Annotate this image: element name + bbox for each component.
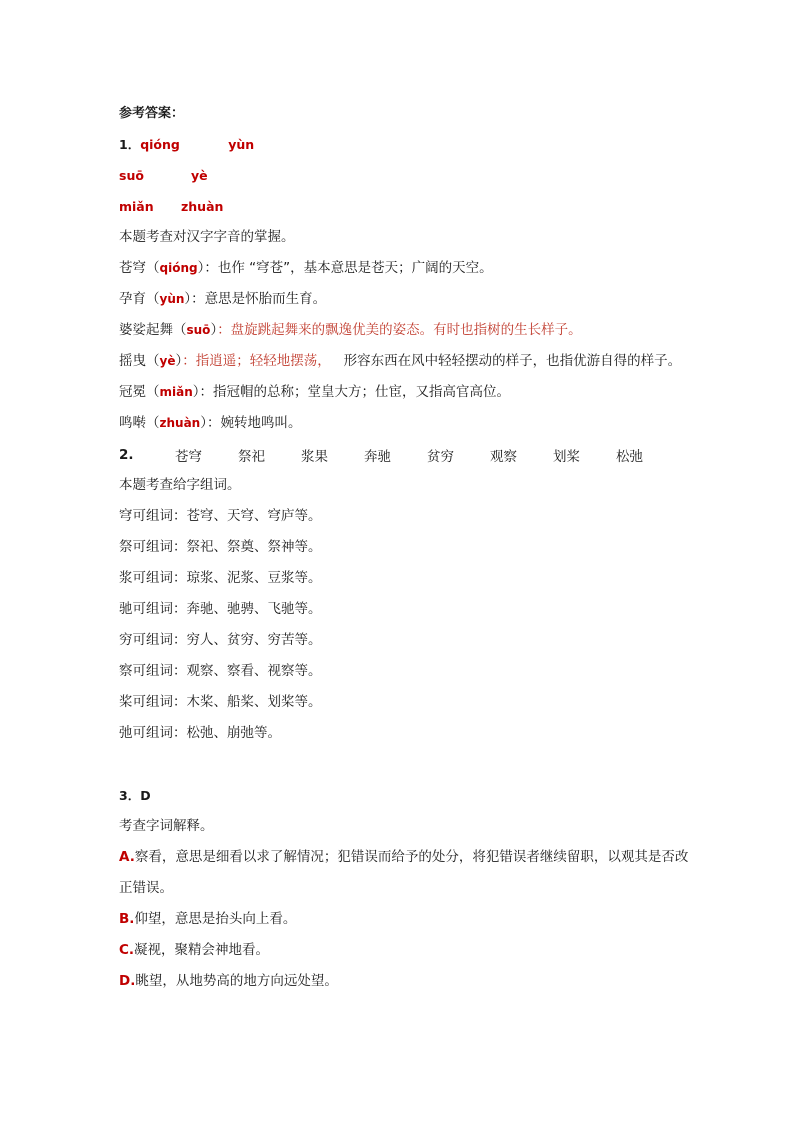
q2-line: 穹可组词：苍穹、天穹、穹庐等。 xyxy=(119,508,322,524)
q1-pinyin-row-3 xyxy=(119,191,689,222)
q2-line: 察可组词：观察、察看、视察等。 xyxy=(119,663,322,679)
pinyin: qióng xyxy=(140,137,180,152)
note-pinyin: miǎn xyxy=(159,385,193,399)
q2-line: 桨可组词：木桨、船桨、划桨等。 xyxy=(119,694,322,710)
q1-pinyin-row-1 xyxy=(119,129,689,160)
q1-note: 婆娑起舞（suō）：盘旋跳起舞来的飘逸优美的姿态。有时也指树的生长样子。 xyxy=(119,322,582,338)
answer-word: 奔驰 xyxy=(364,448,391,465)
answer-heading: 参考答案： xyxy=(119,106,185,121)
option-text: 眺望，从地势高的地方向远处望。 xyxy=(135,973,338,989)
note-word: 苍穹 xyxy=(119,260,146,276)
answer-word: 浆果 xyxy=(301,448,328,465)
pinyin: yè xyxy=(191,168,208,183)
answer-document xyxy=(119,98,689,997)
q3-option-d xyxy=(119,966,689,997)
q1-note: 鸣啭（zhuàn）：婉转地鸣叫。 xyxy=(119,415,302,431)
option-text: 察看，意思是细看以求了解情况；犯错误而给予的处分，将犯错误者继续留职，以观其是否改正错误。 xyxy=(119,849,689,896)
q3-intro: 考查字词解释。 xyxy=(119,818,214,834)
option-label: B. xyxy=(119,911,135,927)
q1-note: 苍穹（qióng）：也作 “穹苍”，基本意思是苍天；广阔的天空。 xyxy=(119,260,493,276)
q1-note: 摇曳（yè）：指逍遥；轻轻地摆荡， 形容东西在风中轻轻摆动的样子，也指优游自得的样子。 xyxy=(119,353,682,369)
note-text: ：指逍遥；轻轻地摆荡， xyxy=(182,353,331,369)
answer-word: 松弛 xyxy=(616,448,643,465)
pinyin: zhuàn xyxy=(181,199,224,214)
blank-line xyxy=(119,749,689,780)
note-word: 摇曳 xyxy=(119,353,146,369)
q2-number: 2. xyxy=(119,446,134,463)
q1-note: 孕育（yùn）：意思是怀胎而生育。 xyxy=(119,291,327,307)
q2-line: 驰可组词：奔驰、驰骋、飞驰等。 xyxy=(119,601,322,617)
q1-intro: 本题考查对汉字字音的掌握。 xyxy=(119,229,295,245)
q3-option-c xyxy=(119,935,689,966)
option-label: C. xyxy=(119,942,135,958)
option-label: D. xyxy=(119,973,136,989)
note-text: 形容东西在风中轻轻摆动的样子，也指优游自得的样子。 xyxy=(343,353,682,369)
pinyin: miǎn xyxy=(119,199,154,214)
note-text: ：意思是怀胎而生育。 xyxy=(191,291,327,307)
answer-word: 贫穷 xyxy=(427,448,454,465)
q1-pinyin-row-2 xyxy=(119,160,689,191)
note-text: ：婉转地鸣叫。 xyxy=(206,415,302,431)
note-word: 冠冕 xyxy=(119,384,146,400)
q3-option-a xyxy=(119,842,689,904)
q2-line: 弛可组词：松弛、崩弛等。 xyxy=(119,725,281,741)
q1-number: 1． xyxy=(119,137,141,152)
note-pinyin: suō xyxy=(186,323,211,337)
q1-note: 冠冕（miǎn）：指冠帽的总称；堂皇大方；仕宦，又指高官高位。 xyxy=(119,384,511,400)
option-text: 凝视，聚精会神地看。 xyxy=(134,942,270,958)
q2-intro: 本题考查给字组词。 xyxy=(119,477,241,493)
answer-word: 苍穹 xyxy=(175,448,202,465)
q2-line: 浆可组词：琼浆、泥浆、豆浆等。 xyxy=(119,570,322,586)
pinyin: yùn xyxy=(228,137,255,152)
answer-word: 观察 xyxy=(490,448,517,465)
pinyin: suō xyxy=(119,168,144,183)
note-pinyin: yè xyxy=(159,354,176,368)
answer-word: 祭祀 xyxy=(238,448,265,465)
q2-answer-row xyxy=(119,439,689,470)
note-pinyin: qióng xyxy=(159,261,198,275)
q3-option-b xyxy=(119,904,689,935)
note-text: ：也作 “穹苍”，基本意思是苍天；广阔的天空。 xyxy=(204,260,493,276)
note-text: ：指冠帽的总称；堂皇大方；仕宦，又指高官高位。 xyxy=(199,384,511,400)
note-text: ：盘旋跳起舞来的飘逸优美的姿态。有时也指树的生长样子。 xyxy=(217,322,582,338)
note-pinyin: zhuàn xyxy=(159,416,201,430)
option-label: A. xyxy=(119,849,135,865)
note-word: 婆娑起舞 xyxy=(119,322,173,338)
q2-line: 祭可组词：祭祀、祭奠、祭神等。 xyxy=(119,539,322,555)
q2-line: 穷可组词：穷人、贫穷、穷苦等。 xyxy=(119,632,322,648)
note-word: 鸣啭 xyxy=(119,415,146,431)
note-pinyin: yùn xyxy=(159,292,185,306)
q3-number: 3．D xyxy=(119,788,151,803)
option-text: 仰望，意思是抬头向上看。 xyxy=(134,911,297,927)
answer-word: 划桨 xyxy=(553,448,580,465)
note-word: 孕育 xyxy=(119,291,146,307)
